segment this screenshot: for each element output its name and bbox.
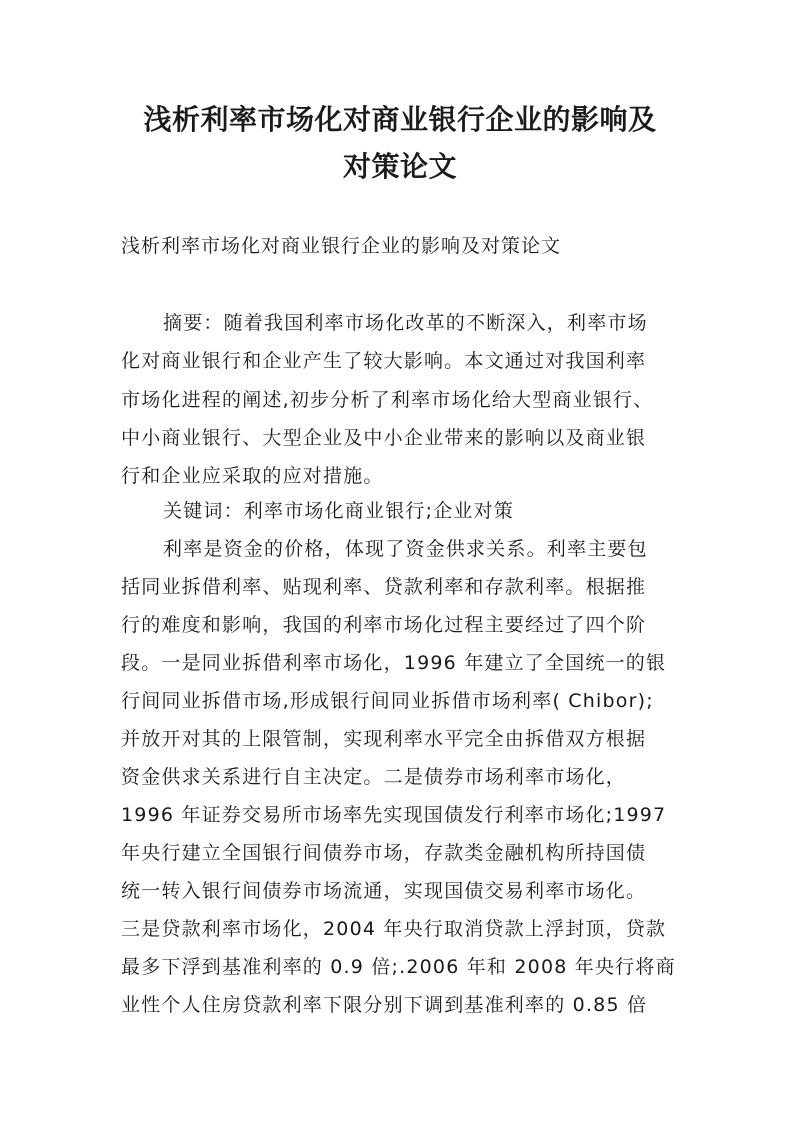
abstract-line: 市场化进程的阐述,初步分析了利率市场化给大型商业银行、: [121, 389, 654, 411]
abstract-line: 摘要：随着我国利率市场化改革的不断深入，利率市场: [163, 312, 648, 334]
body-line: 资金供求关系进行自主决定。二是债券市场利率市场化，: [121, 766, 627, 788]
abstract-line: 化对商业银行和企业产生了较大影响。本文通过对我国利率: [121, 350, 647, 372]
body-line: 行的难度和影响，我国的利率市场化过程主要经过了四个阶: [121, 614, 647, 636]
keywords-line: 关键词：利率市场化商业银行;企业对策: [163, 500, 515, 522]
document-title: [100, 96, 700, 190]
abstract-line: 行和企业应采取的应对措施。: [121, 465, 384, 487]
body-line: 括同业拆借利率、贴现利率、贷款利率和存款利率。根据推: [121, 576, 647, 598]
body-line: 1996 年证券交易所市场率先实现国债发行利率市场化;1997: [121, 804, 667, 826]
body-line: 业性个人住房贷款利率下限分别下调到基准利率的 0.85 倍: [121, 994, 648, 1016]
document-subtitle: 浅析利率市场化对商业银行企业的影响及对策论文: [121, 235, 562, 257]
body-line: 统一转入银行间债券市场流通，实现国债交易利率市场化。: [121, 880, 647, 902]
body-line: 并放开对其的上限管制，实现利率水平完全由拆借双方根据: [121, 728, 647, 750]
body-line: 行间同业拆借市场,形成银行间同业拆借市场利率( Chibor);: [121, 690, 654, 712]
title-line-2: 对策论文: [342, 150, 457, 183]
body-line: 三是贷款利率市场化，2004 年央行取消贷款上浮封顶，贷款: [121, 918, 667, 940]
body-line: 最多下浮到基准利率的 0.9 倍;.2006 年和 2008 年央行将商: [121, 956, 676, 978]
body-line: 段。一是同业拆借利率市场化，1996 年建立了全国统一的银: [121, 652, 667, 674]
body-line: 利率是资金的价格，体现了资金供求关系。利率主要包: [163, 538, 648, 560]
abstract-line: 中小商业银行、大型企业及中小企业带来的影响以及商业银: [121, 427, 647, 449]
body-line: 年央行建立全国银行间债券市场，存款类金融机构所持国债: [121, 842, 647, 864]
title-line-1: 浅析利率市场化对商业银行企业的影响及: [143, 103, 657, 136]
